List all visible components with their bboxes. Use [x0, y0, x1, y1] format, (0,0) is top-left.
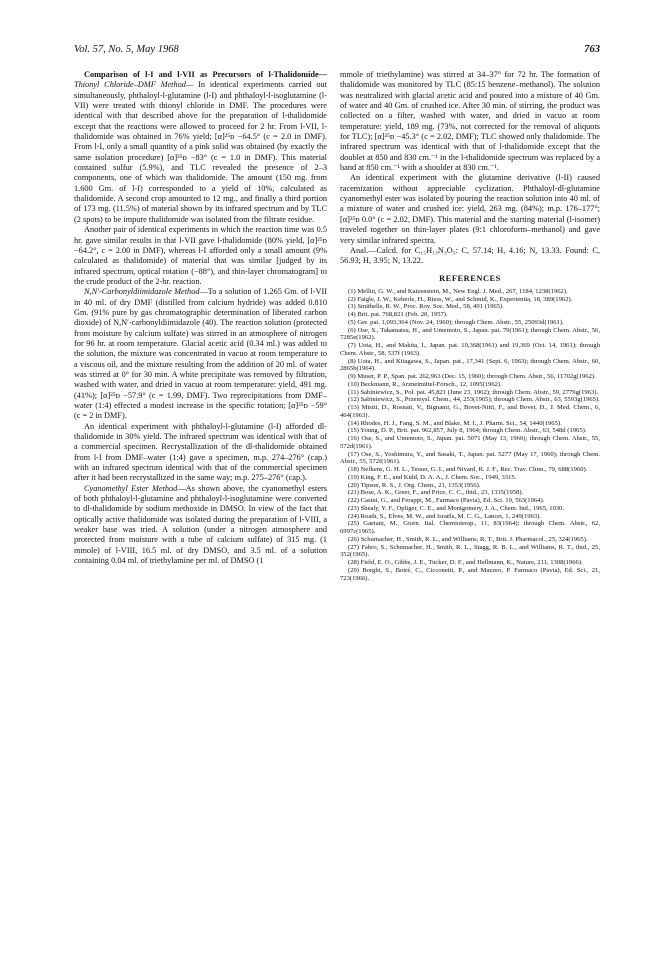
reference-item: (8) Uota, H., and Kitagawa, S., Japan. pat., 17,341 (Sept. 6, 1963); through Chem. Abstr., 60, 2865b(1964).	[340, 357, 600, 373]
paragraph-text: In identical experiments carried out simultaneously, phthaloyl-l-glutamine (l-I) and phthaloyl-l-isoglutamine (l-VII) were treated with thionyl chloride in DMF. The procedures were identical with that described above for the preparation of l-thalidomide except that the reactions were allowed to proceed for 2 hr. From l-VII, l-thalidomide was obtained in 76% yield; [α]²⁵ᴅ −64.5° (c = 2.0 in DMF). From l-I, only a small quantity of a pink solid was obtained (by exactly the same isolation procedure) [α]²⁵ᴅ −83° (c = 1.0 in DMF). This material contained sulfur (5.9%), and TLC revealed the presence of 2–3 components, one of which was thalidomide. The amount (150 mg. from 1.600 Gm. of l-I) corresponded to a yield of 10%, calculated as thalidomide. A second crop amounted to 12 mg., and finally a third portion of 173 mg. (11.5%) of material shown by its infrared spectrum and by TLC (2 spots) to be impure thalidomide was isolated from the filtrate residue.	[74, 80, 328, 224]
reference-item: (29) Borghi, S., Botré, C., Cicconetti, P., and Mazzeo, P. Farmaco (Pavia), Ed. Sci., 21, 723(1966).	[340, 566, 600, 582]
reference-item: (20) Tipson, R. S., J. Org. Chem., 21, 1353(1956).	[348, 481, 481, 489]
reference-item: (26) Schumacher, H., Smith, R. L., and Williams, R. T., Brit. J. Pharmacol., 25, 324(1965).	[348, 535, 588, 543]
reference-item: (12) Sabiniewicz, S., Przemysl. Chem., 44, 253(1965); through Chem. Abstr., 63, 5593g(1965).	[348, 396, 600, 404]
reference-item: (4) Brit. pat. 768,821 (Feb. 20, 1957).	[348, 311, 448, 319]
reference-item: (9) Muset, P. P., Span. pat. 262,963 (Dec. 15, 1960); through Chem. Abstr., 56, 11702g(1962).	[348, 373, 596, 381]
section-title: Comparison of l-I and l-VII as Precursors of l-Thalidomide—	[84, 70, 327, 79]
reference-item: (10) Beckmann, R., Arzneimittel-Forsch., 12, 1095(1962).	[348, 380, 502, 388]
section-title: N,N′-Carbonyldiimidazole Method	[84, 287, 200, 297]
running-header	[74, 44, 600, 60]
reference-item: (1) Mellin, G. W., and Katzenstein, M., New Engl. J. Med., 267, 1184, 1238(1962).	[348, 287, 568, 295]
reference-item: (24) Roath, S., Elves, M. W., and Israëls, M. C. G., Lancet, 1, 249(1963).	[348, 512, 542, 520]
reference-item: (11) Sabiniewicz, S., Pol. pat. 45,821 (June 23, 1962); through Chem. Abstr., 59, 2779g(1963).	[348, 388, 599, 396]
section-title: Cyanomethyl Ester Method	[84, 483, 178, 493]
reference-item: (15) Young, D. P., Brit. pat. 962,857, July 8, 1964; through Chem. Abstr., 63, 548d (1965).	[348, 427, 587, 435]
reference-item: (16) Ose, S., and Umemoto, S., Japan. pat. 5071 (May 13, 1960); through Chem. Abstr., 55, 572d(1961).	[340, 435, 600, 450]
reference-item: (28) Field, E. O., Gibbs, J. E., Tucker, D. F., and Hellmann, K., Nature, 211, 1308(1966).	[348, 559, 583, 567]
paragraph-text: —As shown above, the cyanomethyl esters of both phthaloyl-l-glutamine and phthaloyl-l-isoglutamine were converted to dl-thalidomide by sodium methoxide in DMSO. In view of the fact that optically active thalidomide was isolated during the preparation of l-VIII, a weaker base was tried. A solution (under a nitrogen atmosphere and protected from moisture with a tube of calcium sulfate) of 315 mg. (1 mmole) of l-VIII, 16.5 ml. of dry DMSO, and 3.5 ml. of a solution containing 0.04 ml. of triethylamine per ml. of DMSO (1	[74, 483, 327, 566]
reference-item: (14) Rhodes, H. J., Fang, S. M., and Blake, M. I., J. Pharm. Sci., 54, 1440(1965).	[348, 419, 562, 427]
references-list	[340, 288, 600, 583]
paragraph-text: —To a solution of 1.265 Gm. of l-VII in 40 ml. of dry DMF (distilled from calcium hydride) was added 0.810 Gm. (91% pure by gas chromatographic determination of liberated carbon dioxide) of N,N′-carbonyldiimidazole (40). The reaction solution (protected from moisture by calcium sulfate) was stirred in an atmosphere of nitrogen for 96 hr. at room temperature. Glacial acetic acid (0.34 ml.) was added to the solution, the mixture was concentrated in vacuo at room temperature to a viscous oil, and the mixture resulting from the addition of 20 ml. of water was stirred at 0° for 30 min. A white precipitate was removed by filtration, washed with water, and dried in vacuo at room temperature: yield, 491 mg. (41%); [α]²⁵ᴅ −57.9° (c = 1.99, DMF). Two reprecipitations from DMF–water (1:4) effected a modest increase in the specific rotation; [α]²⁵ᴅ −59° (c = 2 in DMF).	[74, 287, 327, 421]
reference-item: (23) Shealy, Y. F., Opliger, C. E., and Montgomery, J. A., Chem. Ind., 1965, 1030.	[348, 504, 565, 512]
reference-item: (3) Smithells, R. W., Proc. Roy. Soc. Med., 58, 491 (1965).	[348, 303, 504, 311]
paragraph: An identical experiment with phthaloyl-l-glutamine (l-I) afforded dl-thalidomide in 30% yield. The infrared spectrum was identical with that of a commercial specimen. Recrystallization of the dl-thalidomide obtained from l-I from DMF–water (1:4) gave a specimen, m.p. 274–276° (cap.) with an infrared spectrum identical with that of the commercial specimen after it had been recrystallized in the same way; m.p. 275–276° (cap.).	[74, 421, 327, 483]
reference-item: (21) Bose, A. K., Greer, F., and Price, C. C., ibid., 23, 1335(1958).	[348, 489, 524, 497]
paragraph: mmole of triethylamine) was stirred at 34–37° for 72 hr. The formation of thalidomide was monitored by TLC (85:15 benzene–methanol). The solution was neutralized with glacial acetic acid and poured into a mixture of 40 Gm. of water and 40 Gm. of crushed ice. After 30 min. of stirring, the product was collected on a filter, washed with water, and dried in vacuo at room temperature: yield, 189 mg. (73%, not corrected for the removal of aliquots for TLC); [α]²⁵ᴅ −45.3° (c = 2.02, DMF); TLC showed only thalidomide. The infrared spectrum was identical with that of l-thalidomide except that the doublet at 850 and 830 cm.⁻¹ in the l-thalidomide spectrum was replaced by a band at 850 cm.⁻¹ with a shoulder at 830 cm.⁻¹.	[340, 70, 600, 173]
section-subtitle: Thionyl Chloride–DMF Method—	[74, 80, 194, 90]
right-column	[340, 70, 600, 582]
references-heading: REFERENCES	[439, 273, 501, 283]
section-cyanomethyl	[74, 484, 327, 567]
section-carbonyldiimidazole	[74, 287, 327, 421]
reference-item: (7) Uota, H., and Makita, I., Japan. pat. 19,368(1961) and 19,369 (Oct. 14, 1961); through Chem. Abstr., 58, 537f (1963).	[340, 342, 600, 357]
paragraph: Another pair of identical experiments in which the reaction time was 0.5 hr. gave similar results in that l-VII gave l-thalidomide (80% yield, [α]²⁵ᴅ −64.2°, c = 2.00 in DMF), whereas l-I afforded only a small amount (9% calculated as thalidomide) of material that was similar [judged by its infrared spectrum, optical rotation (−88°), and thin-layer chromatogram] to the crude product of the 2-hr. reaction.	[74, 225, 327, 286]
reference-item: (25) Gaetani, M., Giorn. Ital. Chemioterap., 11, 83(1964); through Chem. Abstr., 62, 6997c(1965).	[340, 520, 600, 536]
reference-item: (17) Ose, S., Yoshimura, Y., and Sasaki, T., Japan. pat. 5277 (May 17, 1960); through Chem. Abstr., 55, 572f(1961).	[340, 450, 600, 466]
left-column	[74, 70, 327, 567]
page-number: 763	[584, 44, 600, 55]
reference-item: (18) Nefkens, G. H. L., Tesser, G. I., and Nivard, R. J. F., Rec. Trav. Chim., 79, 688(1960).	[348, 466, 588, 474]
reference-item: (27) Fabro, S., Schumacher, H., Smith, R. L., Stagg, R. B. L., and Williams, R. T., ibid., 25, 352(1965).	[340, 543, 600, 559]
reference-item: (5) Ger. pat. 1,093,364 (Nov. 24, 1960); through Chem. Abstr., 55, 25093d(1961).	[348, 318, 564, 326]
reference-item: (22) Casini, G., and Ferappi, M., Farmaco (Pavia), Ed. Sci. 19, 563(1964).	[348, 497, 545, 505]
section-comparison	[74, 70, 327, 225]
journal-issue: Vol. 57, No. 5, May 1968	[74, 44, 179, 55]
reference-item: (19) King, F. E., and Kidd, D. A. A., J. Chem. Soc., 1949, 3315.	[348, 473, 517, 481]
paragraph: An identical experiment with the glutamine derivative (l-II) caused racemization without appreciable cyclization. Phthaloyl-dl-glutamine cyanomethyl ester was isolated by pouring the reaction solution into 40 ml. of a mixture of water and crushed ice: yield, 263 mg. (84%); m.p. 176–177°; [α]²⁵ᴅ 0.0° (c = 2.02, DMF). This material and the starting material (l-isomer) traveled together on thin-layer plates (9:1 chloroform–methanol) and gave very similar infrared spectra.	[340, 173, 600, 245]
reference-item: (6) Ose, S., Takamatsu, H., and Umemoto, S., Japan. pat. 79(1961); through Chem. Abstr., 56, 7285e(1962).	[340, 326, 600, 342]
reference-item: (13) Misiti, D., Rosnati, V., Bignami, G., Bovet-Nitti, F., and Bovet, D., J. Med. Chem., 6, 464(1963).	[340, 404, 600, 419]
reference-item: (2) Faigle, J. W., Keberle, H., Riess, W., and Schmid, K., Experientia, 18, 389(1962).	[348, 295, 573, 303]
analysis-paragraph: Anal.—Calcd. for C₁₅H₁₃N₃O₅: C, 57.14; H, 4.16; N, 13.33. Found: C, 56.93; H, 3.95; N, 13.22.	[340, 245, 600, 266]
